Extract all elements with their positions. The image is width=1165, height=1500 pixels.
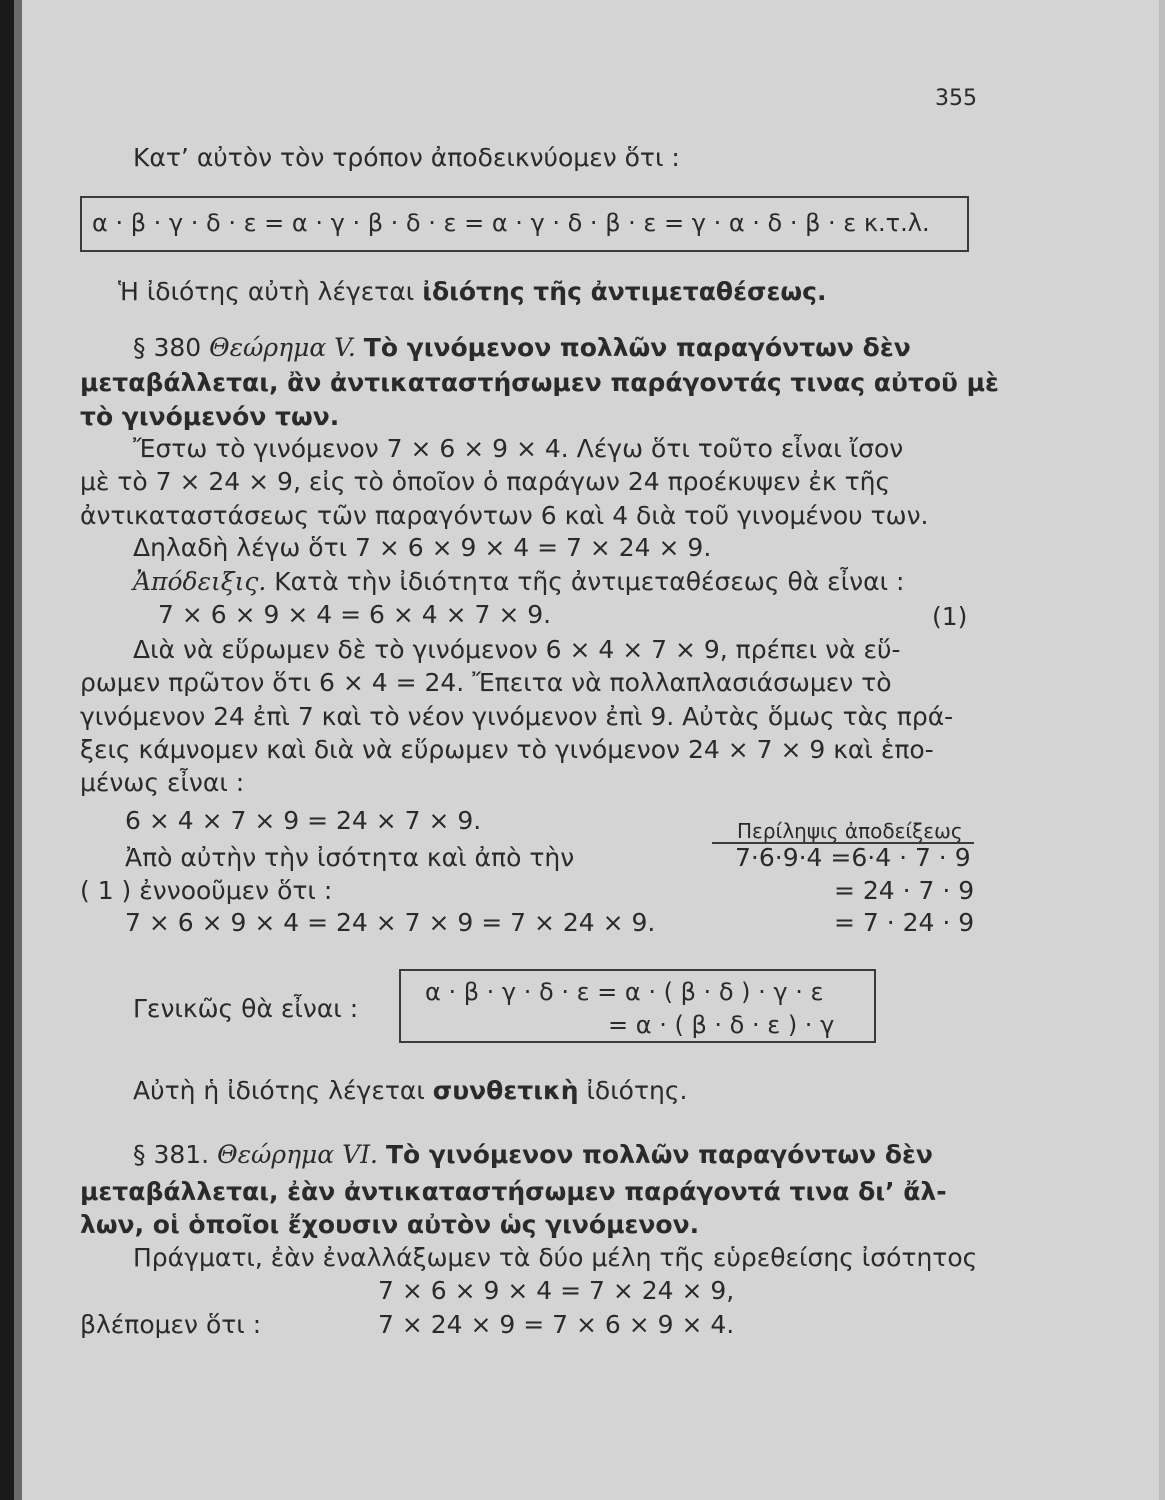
- theorem-label: Θεώρημα V.: [209, 333, 356, 362]
- proof-label: Ἀπόδειξις.: [133, 567, 267, 596]
- body-line: βλέπομεν ὅτι :: [80, 1310, 262, 1339]
- property-text: Ἡ ἰδιότης αὐτὴ λέγεται: [118, 277, 423, 306]
- body-line: ἀντικαταστάσεως τῶν παραγόντων 6 καὶ 4 διὰ τοῦ γινομένου των.: [80, 501, 929, 530]
- page-binding-edge: [14, 0, 22, 1500]
- property-text: ἰδιότης.: [578, 1076, 688, 1105]
- theorem-statement-line: μεταβάλλεται, ἐὰν ἀντικαταστήσωμεν παράγοντά τινα δι’ ἄλ-: [80, 1177, 947, 1206]
- property-commutative: [118, 277, 826, 307]
- theorem-statement-line: μεταβάλλεται, ἂν ἀντικαταστήσωμεν παράγοντάς τινας αὐτοῦ μὲ: [80, 368, 999, 397]
- body-line: Πράγματι, ἐὰν ἐναλλάξωμεν τὰ δύο μέλη τῆς εὑρεθείσης ἰσότητος: [133, 1243, 978, 1272]
- body-line: Ἔστω τὸ γινόμενον 7 × 6 × 9 × 4. Λέγω ὅτι τοῦτο εἶναι ἴσον: [133, 434, 904, 463]
- permutation-formula: α · β · γ · δ · ε = α · γ · β · δ · ε = α · γ · δ · β · ε = γ · α · δ · β · ε κ.τ.λ.: [92, 209, 930, 237]
- general-label: Γενικῶς θὰ εἶναι :: [133, 994, 359, 1023]
- proof-line: [133, 567, 904, 597]
- body-line: ρωμεν πρῶτον ὅτι 6 × 4 = 24. Ἔπειτα νὰ πολλαπλασιάσωμεν τὸ: [80, 668, 892, 697]
- intro-line: Κατ’ αὐτὸν τὸν τρόπον ἀποδεικνύομεν ὅτι :: [133, 143, 680, 172]
- summary-line: = 7 · 24 · 9: [834, 908, 975, 937]
- property-associative: [133, 1076, 688, 1106]
- body-line: ξεις κάμνομεν καὶ διὰ νὰ εὕρωμεν τὸ γινόμενον 24 × 7 × 9 καὶ ἑπο-: [80, 735, 934, 764]
- associative-formula-line: = α · ( β · δ · ε ) · γ: [608, 1011, 835, 1039]
- page-binding-shadow: [0, 0, 14, 1500]
- equation-b: 7 × 24 × 9 = 7 × 6 × 9 × 4.: [378, 1310, 735, 1339]
- property-name: ἰδιότης τῆς ἀντιμεταθέσεως.: [422, 277, 827, 306]
- section-number: § 380: [133, 333, 202, 362]
- equation-1: 7 × 6 × 9 × 4 = 6 × 4 × 7 × 9.: [158, 600, 552, 629]
- summary-line: = 24 · 7 · 9: [834, 876, 975, 905]
- section-number: § 381.: [133, 1140, 210, 1169]
- theorem-statement-line: τὸ γινόμενόν των.: [80, 402, 340, 431]
- section-381-heading: [133, 1140, 933, 1170]
- body-line: μὲ τὸ 7 × 24 × 9, εἰς τὸ ὁποῖον ὁ παράγων 24 προέκυψεν ἐκ τῆς: [80, 467, 891, 496]
- property-name: συνθετικὴ: [432, 1076, 579, 1105]
- page-number: 355: [935, 86, 977, 111]
- page-right-edge: [1159, 0, 1165, 1500]
- theorem-statement-line: λων, οἱ ὁποῖοι ἔχουσιν αὐτὸν ὡς γινόμενον.: [80, 1210, 700, 1239]
- proof-text: Κατὰ τὴν ἰδιότητα τῆς ἀντιμεταθέσεως θὰ εἶναι :: [266, 567, 905, 596]
- summary-title: Περίληψις ἀποδείξεως: [737, 819, 963, 843]
- property-text: Αὐτὴ ἡ ἰδιότης λέγεται: [133, 1076, 433, 1105]
- theorem-statement-line: Τὸ γινόμενον πολλῶν παραγόντων δὲν: [385, 1140, 933, 1169]
- equation-a: 7 × 6 × 9 × 4 = 7 × 24 × 9,: [378, 1276, 735, 1305]
- theorem-label: Θεώρημα VI.: [217, 1140, 379, 1169]
- theorem-statement-line: Τὸ γινόμενον πολλῶν παραγόντων δὲν: [363, 333, 911, 362]
- section-380-heading: [133, 333, 911, 363]
- body-line: Ἀπὸ αὐτὴν τὴν ἰσότητα καὶ ἀπὸ τὴν: [125, 843, 575, 872]
- body-line: γινόμενον 24 ἐπὶ 7 καὶ τὸ νέον γινόμενον ἐπὶ 9. Αὐτὰς ὅμως τὰς πρά-: [80, 702, 954, 731]
- summary-line: 7·6·9·4 =6·4 · 7 · 9: [735, 843, 971, 872]
- equation-3: 7 × 6 × 9 × 4 = 24 × 7 × 9 = 7 × 24 × 9.: [125, 908, 656, 937]
- equation-2: 6 × 4 × 7 × 9 = 24 × 7 × 9.: [125, 806, 482, 835]
- body-line: Δηλαδὴ λέγω ὅτι 7 × 6 × 9 × 4 = 7 × 24 × 9.: [133, 533, 712, 562]
- equation-1-number: (1): [932, 602, 968, 631]
- associative-formula-line: α · β · γ · δ · ε = α · ( β · δ ) · γ · ε: [425, 978, 824, 1006]
- body-line: ( 1 ) ἐννοοῦμεν ὅτι :: [80, 876, 333, 905]
- body-line: Διὰ νὰ εὕρωμεν δὲ τὸ γινόμενον 6 × 4 × 7 × 9, πρέπει νὰ εὕ-: [133, 635, 901, 664]
- body-line: μένως εἶναι :: [80, 768, 245, 797]
